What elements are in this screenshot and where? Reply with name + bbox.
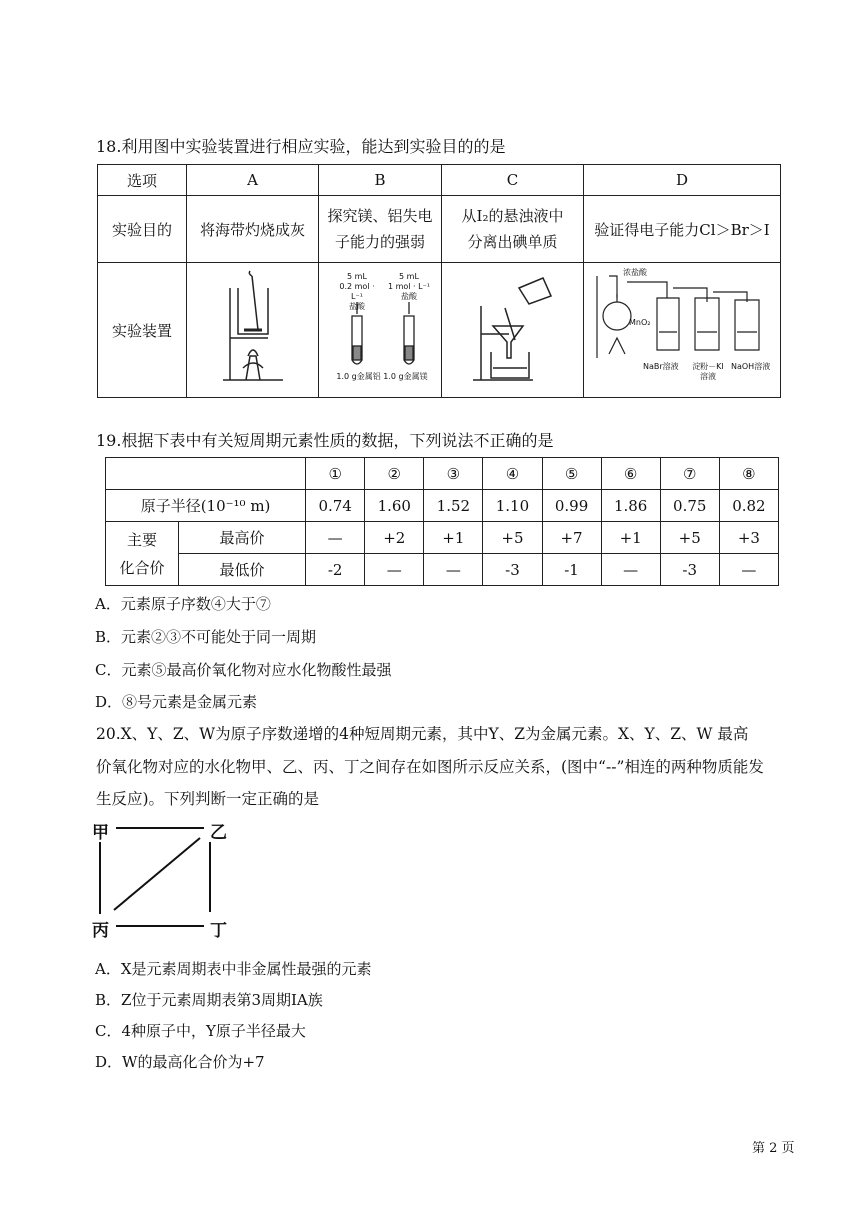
q19-main-label1: 主要 bbox=[126, 530, 157, 549]
q19-min-1: -2 bbox=[306, 554, 365, 586]
q19-max-7: +5 bbox=[660, 522, 719, 554]
q19-main-valence-label bbox=[106, 522, 179, 586]
tube1-volume: 5 mL bbox=[347, 271, 367, 281]
tube1-concentration: 0.2 mol · L⁻¹ bbox=[339, 281, 375, 301]
node-ding: 丁 bbox=[210, 921, 227, 941]
q18-goal-a: 将海带灼烧成灰 bbox=[187, 196, 319, 263]
d-mno2-label: MnO₂ bbox=[629, 317, 651, 327]
q18-goal-d: 验证得电子能力Cl＞Br＞I bbox=[584, 196, 781, 263]
q18-header-a: A bbox=[187, 165, 319, 196]
node-jia: 甲 bbox=[92, 823, 109, 843]
q18-header-c: C bbox=[442, 165, 584, 196]
q19-min-8: — bbox=[719, 554, 778, 586]
q20-stem-line3: 生反应)。下列判断一定正确的是 bbox=[96, 790, 320, 808]
q20-option-d: D．W的最高化合价为+7 bbox=[95, 1053, 265, 1071]
node-yi: 乙 bbox=[210, 823, 227, 843]
q20-stem-line2: 价氧化物对应的水化物甲、乙、丙、丁之间存在如图所示反应关系，(图中“--”相连的两种物质能发 bbox=[96, 758, 764, 776]
q19-col-5: ⑤ bbox=[542, 458, 601, 490]
tube2-volume: 5 mL bbox=[399, 271, 419, 281]
crucible-burning-apparatus bbox=[208, 268, 298, 388]
q19-max-5: +7 bbox=[542, 522, 601, 554]
node-bing: 丙 bbox=[92, 921, 109, 941]
q19-min-5: -1 bbox=[542, 554, 601, 586]
q18-table bbox=[97, 164, 781, 398]
tube1-metal: 1.0 g金属铝 bbox=[336, 371, 381, 381]
q19-col-7: ⑦ bbox=[660, 458, 719, 490]
q19-col-6: ⑥ bbox=[601, 458, 660, 490]
q18-header-d: D bbox=[584, 165, 781, 196]
q19-radius-4: 1.10 bbox=[483, 490, 542, 522]
q19-option-b: B．元素②③不可能处于同一周期 bbox=[95, 628, 317, 646]
d-naoh-label: NaOH溶液 bbox=[731, 361, 771, 371]
q19-radius-8: 0.82 bbox=[719, 490, 778, 522]
q19-col-3: ③ bbox=[424, 458, 483, 490]
q19-max-4: +5 bbox=[483, 522, 542, 554]
q19-max-8: +3 bbox=[719, 522, 778, 554]
q19-option-a: A．元素原子序数④大于⑦ bbox=[95, 595, 271, 613]
q18-header-option: 选项 bbox=[98, 165, 187, 196]
q19-radius-7: 0.75 bbox=[660, 490, 719, 522]
q18-apparatus-c bbox=[442, 263, 584, 398]
q19-max-2: +2 bbox=[365, 522, 424, 554]
q19-min-6: — bbox=[601, 554, 660, 586]
tube2-concentration: 1 mol · L⁻¹ bbox=[387, 281, 431, 291]
q20-option-a: A．X是元素周期表中非金属性最强的元素 bbox=[95, 960, 372, 978]
q19-option-c: C．元素⑤最高价氧化物对应水化物酸性最强 bbox=[95, 661, 392, 679]
q18-goal-c bbox=[442, 196, 584, 263]
q18-goal-b-line1: 探究镁、铝失电 bbox=[327, 207, 433, 225]
q19-col-2: ② bbox=[365, 458, 424, 490]
q19-max-1: — bbox=[306, 522, 365, 554]
q18-goal-b bbox=[319, 196, 442, 263]
q19-option-d: D．⑧号元素是金属元素 bbox=[95, 693, 258, 711]
q18-goal-b-line2: 子能力的强弱 bbox=[334, 233, 425, 251]
q19-radius-5: 0.99 bbox=[542, 490, 601, 522]
q18-apparatus-d bbox=[584, 263, 781, 398]
q19-min-3: — bbox=[424, 554, 483, 586]
d-nabr-label: NaBr溶液 bbox=[643, 361, 679, 371]
q19-table bbox=[105, 457, 779, 586]
q19-radius-2: 1.60 bbox=[365, 490, 424, 522]
page-number: 第 2 页 bbox=[752, 1141, 795, 1156]
q19-max-label: 最高价 bbox=[179, 522, 306, 554]
q18-stem: 18.利用图中实验装置进行相应实验，能达到实验目的的是 bbox=[96, 137, 506, 156]
q18-goal-label: 实验目的 bbox=[98, 196, 187, 263]
q19-min-label: 最低价 bbox=[179, 554, 306, 586]
tube1-acid: 盐酸 bbox=[349, 301, 365, 311]
q20-option-b: B．Z位于元素周期表第3周期IA族 bbox=[95, 991, 323, 1009]
d-acid-label: 浓盐酸 bbox=[623, 267, 647, 277]
q19-corner bbox=[106, 458, 306, 490]
q19-radius-label: 原子半径(10⁻¹⁰ m) bbox=[106, 490, 306, 522]
q19-radius-1: 0.74 bbox=[306, 490, 365, 522]
q18-apparatus-label: 实验装置 bbox=[98, 263, 187, 398]
q19-min-7: -3 bbox=[660, 554, 719, 586]
q19-radius-3: 1.52 bbox=[424, 490, 483, 522]
q19-main-label2: 化合价 bbox=[119, 558, 165, 577]
q18-goal-c-line2: 分离出碘单质 bbox=[467, 233, 558, 251]
q19-max-6: +1 bbox=[601, 522, 660, 554]
q19-col-1: ① bbox=[306, 458, 365, 490]
test-tubes-apparatus bbox=[320, 268, 440, 393]
q20-option-c: C．4种原子中，Y原子半径最大 bbox=[95, 1022, 306, 1040]
q18-goal-c-line1: 从I₂的悬浊液中 bbox=[461, 207, 564, 225]
q18-apparatus-b bbox=[319, 263, 442, 398]
test-tubes-icon bbox=[320, 302, 440, 368]
q20-reaction-diagram bbox=[92, 818, 242, 941]
filtration-apparatus bbox=[463, 268, 563, 388]
halogen-apparatus bbox=[587, 268, 777, 393]
q19-col-4: ④ bbox=[483, 458, 542, 490]
q18-apparatus-a bbox=[187, 263, 319, 398]
q19-max-3: +1 bbox=[424, 522, 483, 554]
tube2-metal: 1.0 g金属镁 bbox=[383, 371, 428, 381]
d-starch-label: 淀粉－KI溶液 bbox=[692, 361, 724, 381]
q19-min-2: — bbox=[365, 554, 424, 586]
tube2-acid: 盐酸 bbox=[401, 291, 417, 301]
halogen-apparatus-icon bbox=[587, 268, 777, 393]
q19-stem: 19.根据下表中有关短周期元素性质的数据，下列说法不正确的是 bbox=[96, 431, 554, 450]
q18-header-b: B bbox=[319, 165, 442, 196]
q19-col-8: ⑧ bbox=[719, 458, 778, 490]
q20-stem-line1: 20.X、Y、Z、W为原子序数递增的4种短周期元素，其中Y、Z为金属元素。X、Y、Z、W 最高 bbox=[96, 725, 749, 743]
q19-radius-6: 1.86 bbox=[601, 490, 660, 522]
q19-min-4: -3 bbox=[483, 554, 542, 586]
